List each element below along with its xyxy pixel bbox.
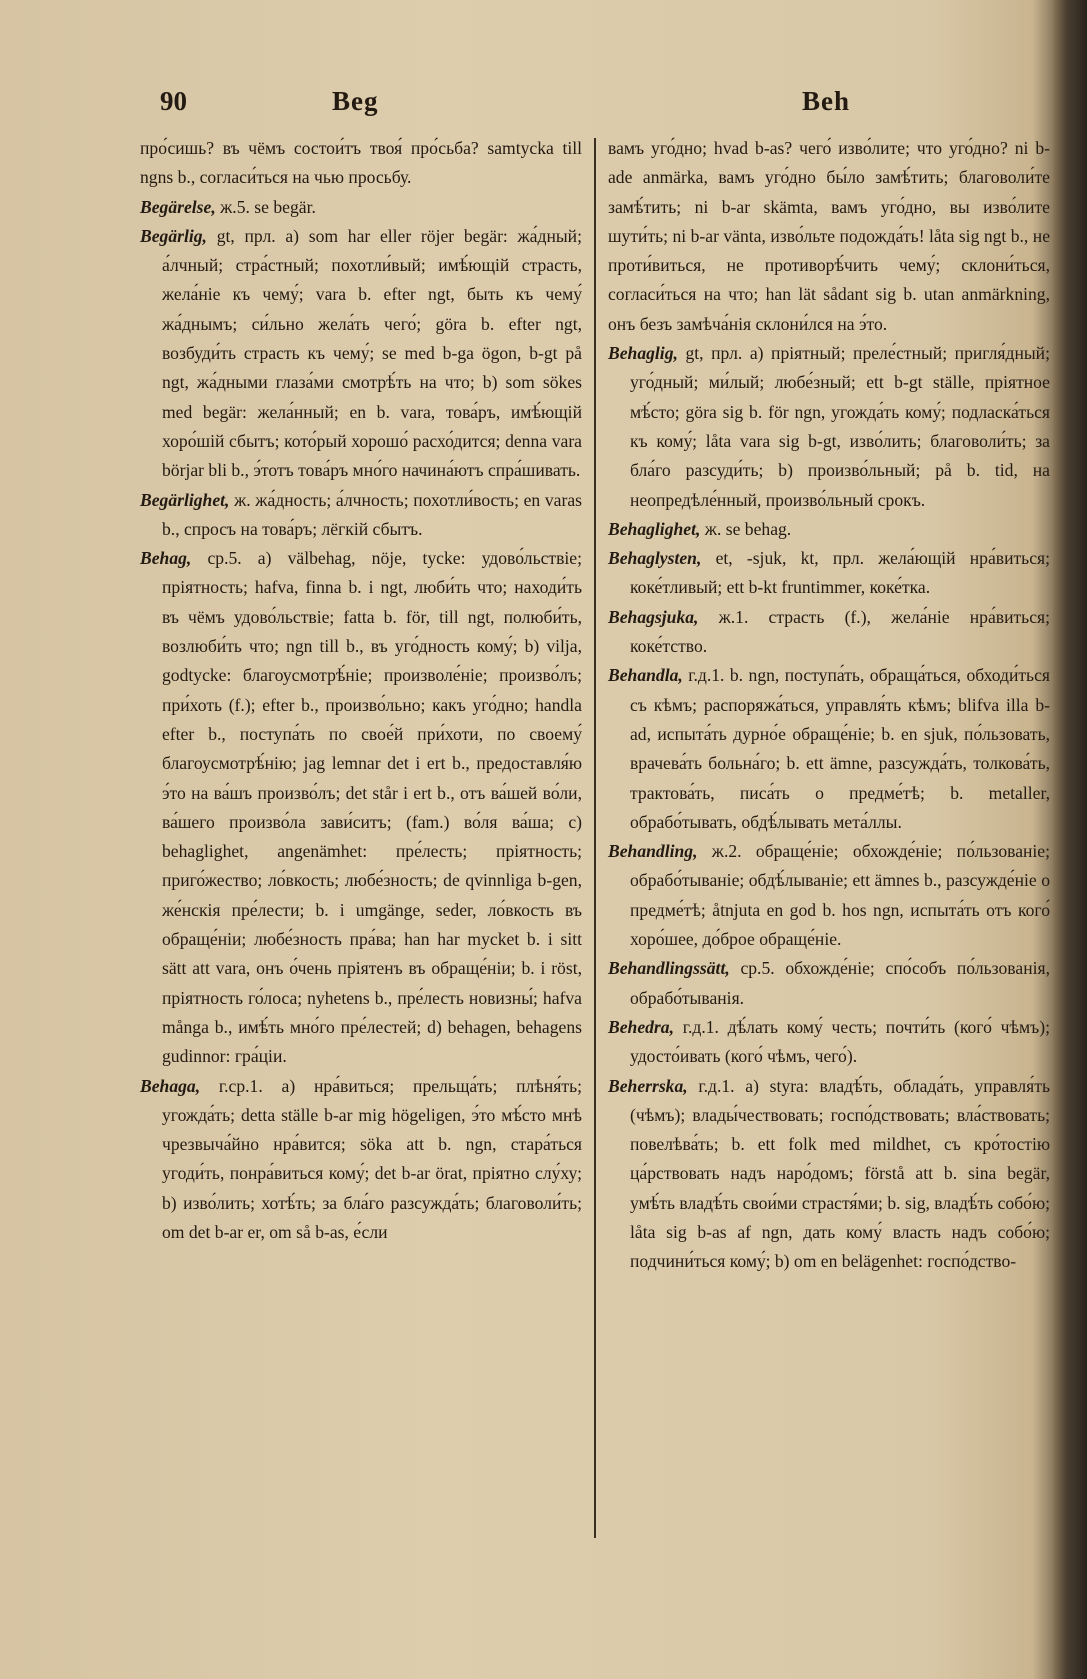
dictionary-entry bbox=[140, 544, 582, 1071]
entry-headword: Behedra, bbox=[608, 1016, 674, 1037]
entry-text: gt, прл. a) som har eller röjer begär: жа́дный; а́лчный; стра́стный; похотли́вый; имѣ́ющій страсть, жела́ніе къ чему́; vara b. efter ngt, быть къ чему́ жа́днымъ; си́льно жела́ть чего́; göra b. efter ngt, возбуди́ть страсть къ чему́; se med b-ga ögon, b-gt på ngt, жа́дными глаза́ми смотрѣ́ть на что; b) som sökes med begär: жела́нный; en b. vara, това́ръ, имѣ́ющій хоро́шій сбытъ; кото́рый хорошо́ расхо́дится; denna vara börjar bli b., э́тотъ това́ръ мно́го начина́ютъ спра́шивать. bbox=[162, 225, 582, 481]
entry-text: вамъ уго́дно; hvad b-as? чего́ изво́лите; что уго́дно? ni b-ade anmärka, вамъ уго́дно бы́ло замѣ́тить; благоволи́те замѣ́тить; ni b-ar skämta, вамъ уго́дно, вы изво́лите шути́ть; ni b-ar vänta, изво́льте подожда́ть! låta sig ngt b., не проти́виться, не противорѣ́чить чему́; склони́ться, согласи́ться на что; han lät sådant sig b. utan anmärkning, онъ безъ замѣча́нія склони́лся на э́то. bbox=[608, 138, 1050, 334]
entry-headword: Behandla, bbox=[608, 665, 683, 686]
entry-text: ср.5. a) välbehag, nöje, tycke: удово́льствіе; пріятность; hafva, finna b. i ngt, люби́ть что; находи́ть въ чёмъ удово́льствіе; fatta b. för, till ngt, полюби́ть, возлюби́ть что; ngn till b., въ уго́дность кому́; b) vilja, godtycke: благоусмотрѣ́ніе; произволе́ніе; произво́лъ; при́хоть (f.); efter b., произво́льно; какъ уго́дно; handla efter b., поступа́ть по свое́й при́хоти, по своему́ благоусмотрѣ́нію; jag lemnar det i ert b., предоставля́ю э́то на ва́шъ произво́лъ; det står i ert b., отъ ва́шей во́ли, ва́шего произво́ла зави́ситъ; (fam.) во́ля ва́ша; c) behaglighet, angenämhet: пре́лесть; пріятность; приго́жество; ло́вкость; любе́зность; de qvinnliga b-gen, же́нскія пре́лести; b. i umgänge, seder, ло́вкость въ обраще́ніи; любе́зность пра́ва; han har mycket b. i sitt sätt att vara, онъ о́чень пріятенъ въ обраще́ніи; b. i röst, пріятность го́лоса; nyhetens b., пре́лесть новизны́; hafva många b., имѣ́ть мно́го пре́лестей; d) behagen, behagens gudinnor: гра́ціи. bbox=[162, 548, 582, 1067]
entry-text: г.д.1. a) styra: владѣ́ть, облада́ть, управля́ть (чѣмъ); влады́чествовать; госпо́дствовать; вла́ствовать; повелѣва́ть; b. ett folk med mildhet, съ кро́тостію ца́рствовать надъ наро́домъ; förstå att b. sina begär, умѣ́ть владѣ́ть свои́ми страстя́ми; b. sig, владѣ́ть собо́ю; låta sig b-as af ngn, дать кому́ власть надъ собо́ю; подчини́ться кому́; b) om en belägenhet: госпо́дство- bbox=[630, 1075, 1050, 1272]
page-number: 90 bbox=[160, 86, 187, 116]
entry-text: ж.5. se begär. bbox=[220, 196, 316, 217]
entry-headword: Behaglysten, bbox=[608, 548, 702, 569]
dictionary-entry bbox=[608, 603, 1050, 662]
book-spine-shadow bbox=[1053, 0, 1087, 1679]
right-column bbox=[608, 134, 1050, 1277]
entry-headword: Begärelse, bbox=[140, 196, 216, 217]
entry-headword: Behandling, bbox=[608, 841, 698, 862]
entry-text: г.д.1. b. ngn, поступа́ть, обраща́ться, обходи́ться съ кѣмъ; распоряжа́ться, управля́ть кѣмъ; blifva illa b-ad, испыта́ть дурно́е обраще́ніе; b. en sjuk, по́льзовать, врачева́ть больна́го; b. ett ämne, разсужда́ть, толкова́ть, трактова́ть, писа́ть о предме́тѣ; b. metaller, обрабо́тывать, обдѣ́лывать мета́ллы. bbox=[630, 665, 1050, 832]
dictionary-entry bbox=[608, 1013, 1050, 1072]
entry-text: et, -sjuk, kt, прл. жела́ющій нра́виться; коке́тливый; ett b-kt fruntimmer, коке́тка. bbox=[630, 548, 1050, 598]
entry-headword: Behaglighet, bbox=[608, 518, 701, 539]
dictionary-entry bbox=[608, 837, 1050, 954]
dictionary-entry bbox=[140, 222, 582, 486]
dictionary-entry bbox=[608, 134, 1050, 339]
dictionary-entry bbox=[608, 515, 1050, 544]
entry-text: ж.1. страсть (f.), жела́ніе нра́виться; коке́тство. bbox=[630, 606, 1050, 657]
dictionary-entry bbox=[608, 544, 1050, 603]
entry-text: ж.2. обраще́ніе; обхожде́ніе; по́льзованіе; обрабо́тываніе; обдѣ́лываніе; ett ämnes b., разсужде́ніе о предме́тѣ; åtnjuta en god b. hos ngn, испыта́ть отъ кого́ хоро́шее, до́брое обраще́ніе. bbox=[630, 841, 1050, 950]
entry-headword: Behaga, bbox=[140, 1075, 201, 1096]
entry-headword: Behandlingssätt, bbox=[608, 958, 730, 979]
entry-text: gt, прл. a) пріятный; преле́стный; пригля́дный; уго́дный; ми́лый; любе́зный; ett b-gt ställe, пріятное мѣ́сто; göra sig b. för ngn, угожда́ть кому́; подласка́ться къ кому́; låta vara sig b-gt, изво́лить; благоволи́ть; за бла́го разсуди́ть; b) произво́льный; på b. tid, на неопредѣле́нный, произво́льный срокъ. bbox=[630, 343, 1050, 510]
dictionary-entry bbox=[608, 661, 1050, 837]
page-header bbox=[160, 86, 920, 122]
left-column bbox=[140, 134, 582, 1247]
dictionary-entry bbox=[140, 486, 582, 545]
entry-headword: Behaglig, bbox=[608, 343, 678, 364]
right-running-head: Beh bbox=[802, 86, 851, 116]
dictionary-entry bbox=[608, 1072, 1050, 1277]
entry-text: ж. жа́дность; а́лчность; похотли́вость; en varas b., спросъ на това́ръ; лёгкій сбытъ. bbox=[162, 489, 582, 539]
entry-text: про́сишь? въ чёмъ состои́тъ твоя́ про́сьба? samtycka till ngns b., согласи́ться на чью просьбу. bbox=[140, 138, 582, 188]
dictionary-entry bbox=[140, 134, 582, 193]
entry-headword: Behag, bbox=[140, 548, 192, 569]
entry-text: г.ср.1. a) нра́виться; прельща́ть; плѣня́ть; угожда́ть; detta ställe b-ar mig högeligen, э́то мѣ́сто мнѣ чрезвыча́йно нра́вится; söka att b. ngn, стара́ться угоди́ть, понра́виться кому́; det b-ar örat, пріятно слу́ху; b) изво́лить; хотѣ́ть; за бла́го разсужда́ть; благоволи́ть; om det b-ar er, om så b-as, е́сли bbox=[162, 1075, 582, 1242]
entry-headword: Begärlighet, bbox=[140, 489, 230, 510]
dictionary-entry bbox=[608, 954, 1050, 1013]
entry-text: ср.5. обхожде́ніе; спо́собъ по́льзованія, обрабо́тыванія. bbox=[630, 958, 1050, 1008]
dictionary-entry bbox=[608, 339, 1050, 515]
column-divider bbox=[594, 138, 596, 1538]
dictionary-entry bbox=[140, 1072, 582, 1248]
entry-headword: Beherrska, bbox=[608, 1075, 688, 1096]
entry-text: г.д.1. дѣ́лать кому́ честь; почти́ть (кого́ чѣмъ); удосто́ивать (кого́ чѣмъ, чего́). bbox=[630, 1016, 1050, 1067]
dictionary-entry bbox=[140, 193, 582, 222]
entry-text: ж. se behag. bbox=[704, 518, 792, 539]
entry-headword: Behagsjuka, bbox=[608, 606, 699, 627]
left-running-head: Beg bbox=[332, 86, 379, 116]
entry-headword: Begärlig, bbox=[140, 225, 207, 246]
